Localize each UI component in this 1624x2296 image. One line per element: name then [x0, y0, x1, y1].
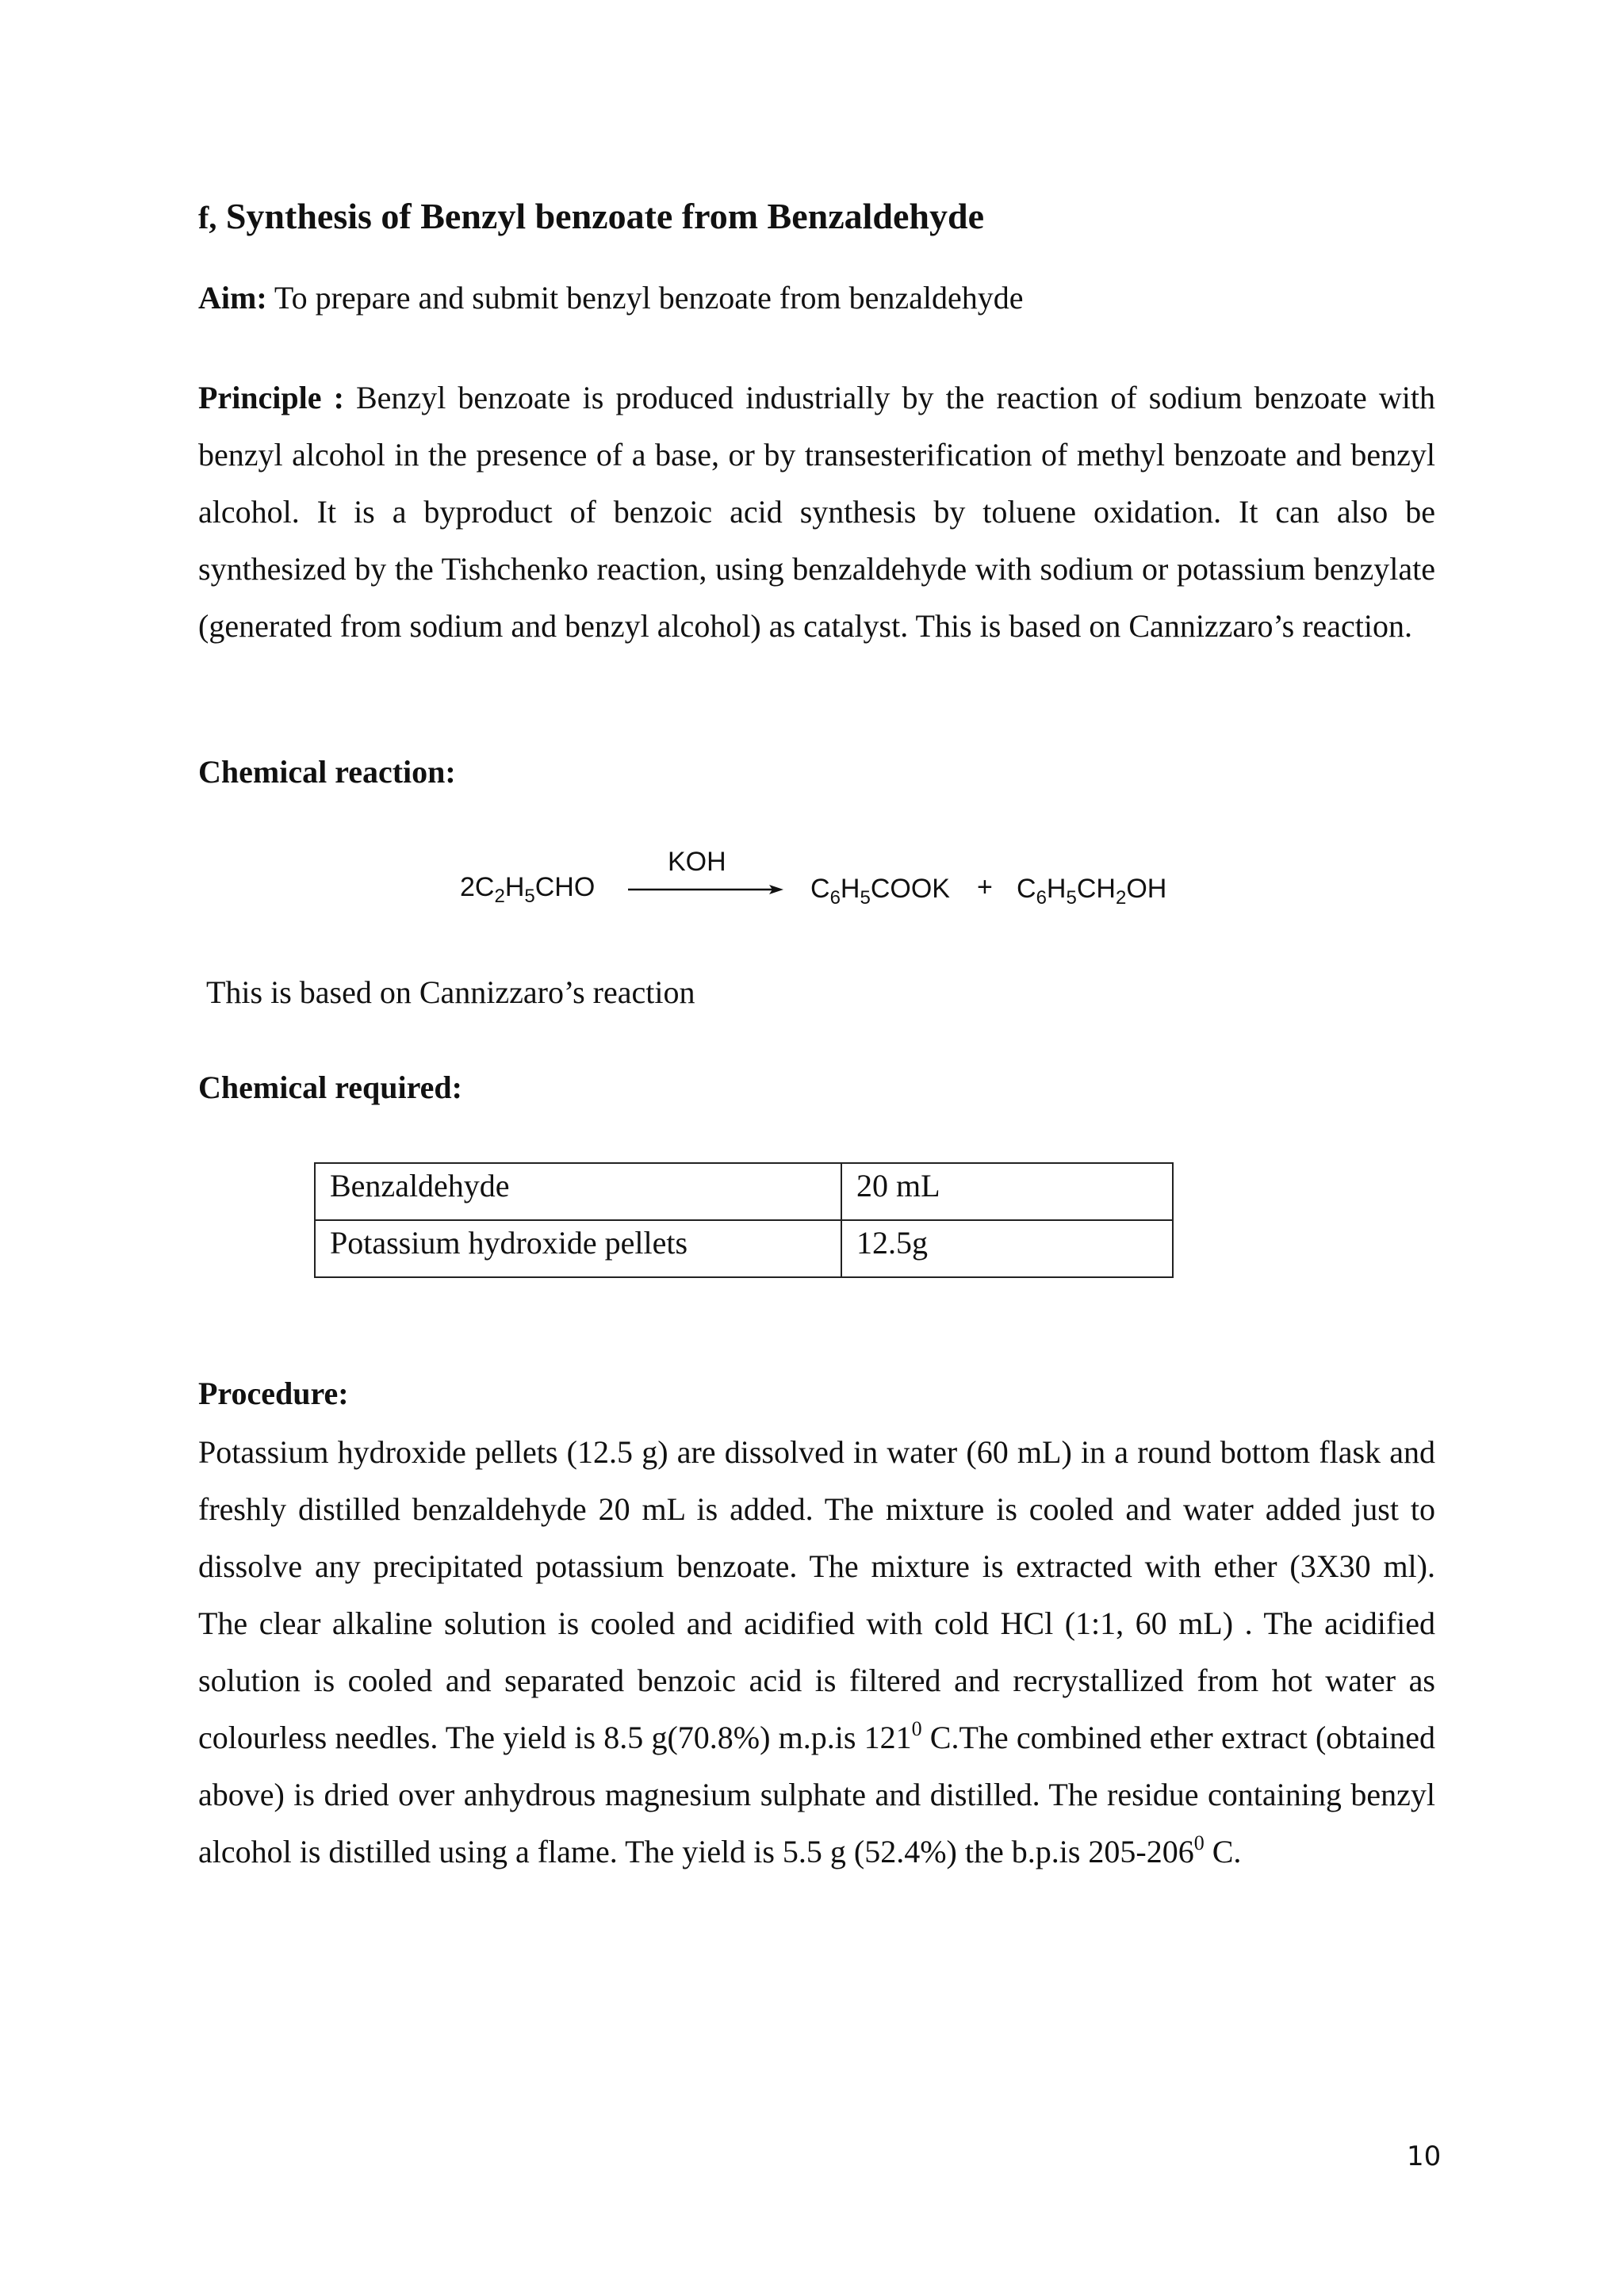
aim-label: Aim:: [198, 280, 267, 316]
reaction-note: This is based on Cannizzaro’s reaction: [206, 974, 695, 1010]
procedure-heading: Procedure:: [198, 1376, 349, 1411]
procedure-text-3: C.: [1204, 1834, 1242, 1869]
chemical-name-cell: Potassium hydroxide pellets: [315, 1220, 841, 1277]
chemical-required-heading: Chemical required:: [198, 1070, 462, 1105]
chemical-amount-cell: 20 mL: [841, 1163, 1173, 1220]
chemical-reaction-heading: Chemical reaction:: [198, 754, 456, 790]
aim-text: To prepare and submit benzyl benzoate from benzaldehyde: [274, 280, 1024, 316]
table-row: [315, 1163, 1173, 1220]
chemical-name-cell: Benzaldehyde: [315, 1163, 841, 1220]
table-row: [315, 1220, 1173, 1277]
title-text: Synthesis of Benzyl benzoate from Benzaldehyde: [225, 196, 985, 236]
reaction-equation: [460, 847, 1253, 926]
chemicals-table: [314, 1162, 1174, 1278]
reactant-formula: $2C_2H_5CHO$: [460, 872, 596, 907]
product-formula-2: $C_6H_5CH_2OH$: [1017, 874, 1167, 909]
procedure-text-2: C.The combined ether extract (obtained above) is dried over anhydrous magnesium sulphate and distilled. The residue containing benzyl alcohol is distilled using a flame. The yield is 5.5 g (52.4%) the b.p.is 205-206: [198, 1720, 1436, 1869]
procedure-paragraph: [198, 1424, 1435, 1881]
reaction-arrow-icon: [626, 883, 785, 896]
principle-paragraph: [198, 369, 1435, 655]
degree-superscript: 0: [1193, 1831, 1205, 1854]
principle-label: Principle :: [198, 380, 344, 415]
product-formula-1: $C_6H_5COOK$: [810, 874, 950, 909]
aim-line: [198, 279, 1024, 316]
degree-superscript: 0: [911, 1717, 922, 1740]
page-title: [198, 197, 984, 237]
page-number: 10: [1407, 2141, 1442, 2172]
section-prefix: f,: [198, 200, 217, 235]
principle-text: Benzyl benzoate is produced industrially by the reaction of sodium benzoate with benzyl alcohol in the presence of a base, or by transesterification of methyl benzoate and benzyl alcohol. It is a byproduct of benzoic acid synthesis by toluene oxidation. It can also be synthesized by the Tishchenko reaction, using benzaldehyde with sodium or potassium benzylate (generated from sodium and benzyl alcohol) as catalyst. This is based on Cannizzaro’s reaction.: [198, 380, 1435, 644]
procedure-text-1: Potassium hydroxide pellets (12.5 g) are dissolved in water (60 mL) in a round bottom flask and freshly distilled benzaldehyde 20 mL is added. The mixture is cooled and water added just to dissolve any precipitated potassium benzoate. The mixture is extracted with ether (3X30 ml). The clear alkaline solution is cooled and acidified with cold HCl (1:1, 60 mL) . The acidified solution is cooled and separated benzoic acid is filtered and recrystallized from hot water as colourless needles. The yield is 8.5 g(70.8%) m.p.is 121: [198, 1434, 1435, 1755]
reagent-label: KOH: [668, 847, 726, 877]
plus-sign: +: [977, 872, 993, 902]
chemical-amount-cell: 12.5g: [841, 1220, 1173, 1277]
